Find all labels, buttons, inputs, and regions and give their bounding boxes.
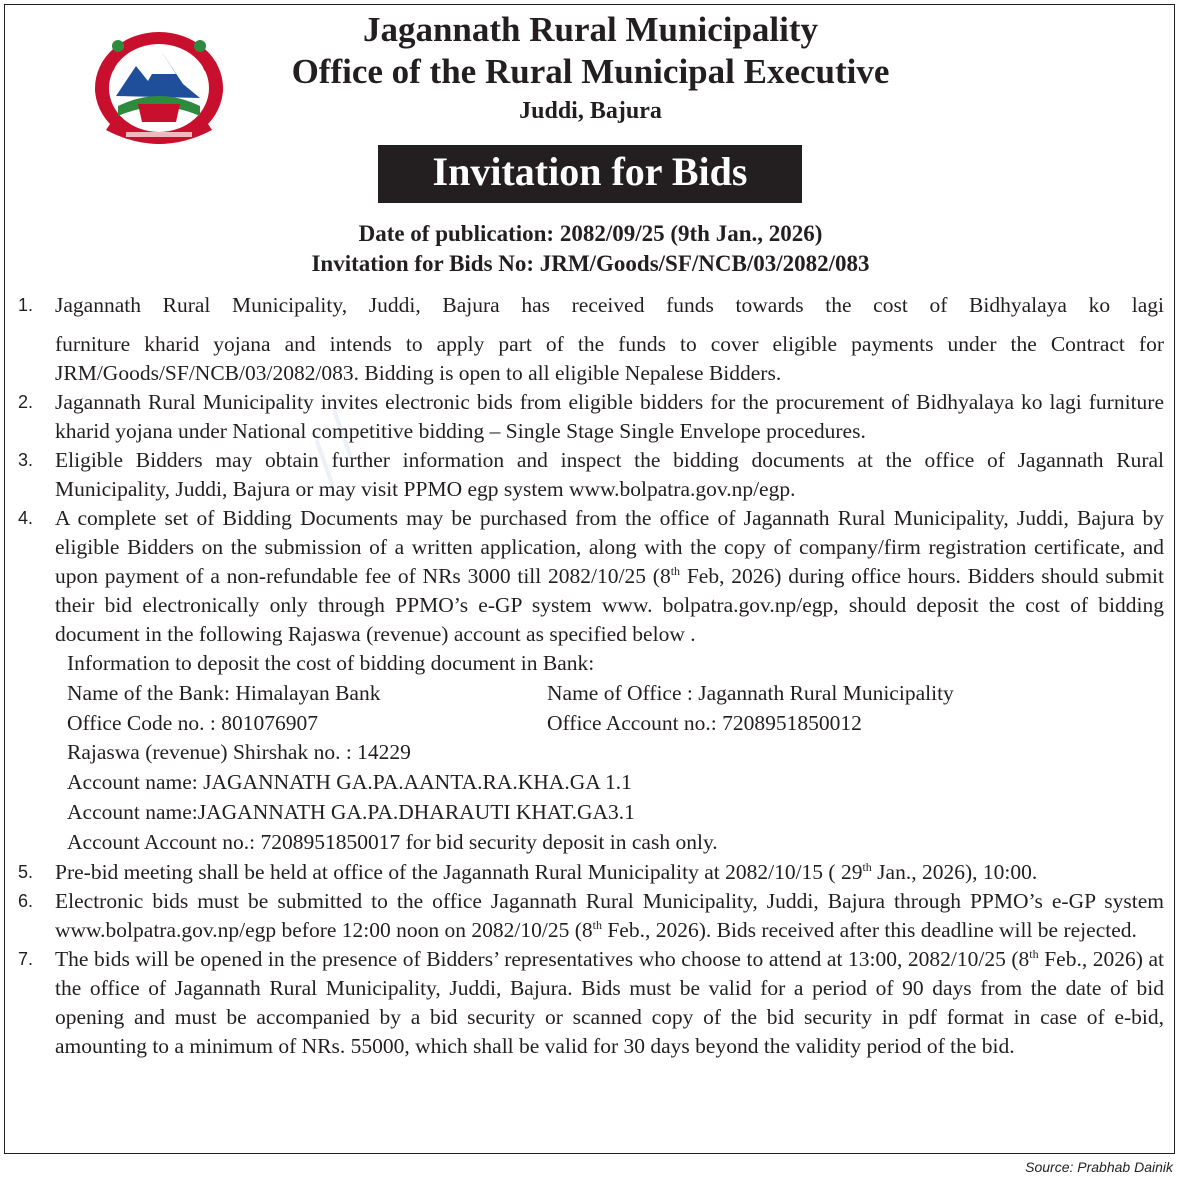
- item-text: Eligible Bidders may obtain further information and inspect the bidding documents at the office of Jagannath Rural Municipality, Juddi, Bajura or may visit PPMO egp system www.bolpatra.gov.np/egp.: [55, 448, 1164, 501]
- page-title-banner: Invitation for Bids: [378, 145, 802, 203]
- item-text-first-line: Jagannath Rural Municipality, Juddi, Bajura has received funds towards the cost of Bidhyalaya ko lagi: [55, 293, 1164, 317]
- office-name-field: Name of Office : Jagannath Rural Municipality: [547, 680, 954, 705]
- list-item: [18, 504, 1164, 649]
- item-text-part: Jan., 2026), 10:00.: [871, 859, 1038, 884]
- item-text: [55, 504, 1164, 649]
- item-text-part: Electronic bids must be submitted to the office Jagannath Rural Municipality, Juddi, Bajura through PPMO’s e-GP system www.bolpatra.gov.np/egp before 12:00 noon on 2082/10/25 (8: [55, 888, 1164, 942]
- source-credit: Source: Prabhab Dainik: [1025, 1159, 1173, 1175]
- item-text-part: Feb., 2026) at the office of Jagannath Rural Municipality, Juddi, Bajura. Bids must be valid for a period of 90 days from the date of bid opening and must be accompanied by a bid security or scanned copy of the bid security in pdf format in case of e-bid, amounting to a minimum of NRs. 55000, which shall be valid for 30 days beyond the validity period of the bid.: [55, 946, 1164, 1058]
- item-number: 2.: [18, 392, 34, 412]
- list-item: [18, 945, 1164, 1061]
- office-location: Juddi, Bajura: [519, 98, 662, 124]
- watermark-decoration: ⟋⟋: [292, 404, 377, 494]
- list-item: [18, 388, 1164, 446]
- publication-date: Date of publication: 2082/09/25 (9th Jan., 2026): [358, 221, 823, 246]
- item-number: 6.: [18, 890, 34, 911]
- bank-intro: Information to deposit the cost of bidding document in Bank:: [67, 651, 595, 675]
- bid-security-account: Account Account no.: 7208951850017 for bid security deposit in cash only.: [67, 829, 718, 854]
- item-text-part: Pre-bid meeting shall be held at office of the Jagannath Rural Municipality at 2082/10/15 ( 29: [55, 859, 863, 884]
- list-item: [18, 858, 1164, 887]
- item-text-part: A complete set of Bidding Documents may be purchased from the office of Jagannath Rural Municipality, Juddi, Bajura by eligible Bidders on the submission of a written application, along with the copy of company/firm registration certificate, and upon payment of a non-refundable fee of NRs 3000 till 2082/10/25 (8: [55, 506, 1164, 588]
- municipality-name: Jagannath Rural Municipality: [362, 10, 819, 49]
- list-item: [18, 887, 1164, 945]
- item-text: [55, 945, 1164, 1061]
- item-text-part: Feb., 2026). Bids received after this deadline will be rejected.: [601, 917, 1137, 942]
- ordinal-suffix: th: [592, 917, 602, 932]
- bank-name: Name of the Bank: Himalayan Bank: [67, 680, 381, 705]
- notice-items: [18, 291, 1164, 1061]
- bank-details: [67, 649, 1164, 858]
- list-item: [18, 446, 1164, 504]
- office-code: Office Code no. : 801076907: [67, 710, 318, 735]
- item-text: [55, 858, 1164, 887]
- item-number: 5.: [18, 861, 34, 882]
- item-number: 1.: [18, 295, 34, 315]
- item-number: 3.: [18, 450, 34, 470]
- bank-row: [67, 709, 1164, 739]
- ordinal-suffix: th: [862, 859, 872, 874]
- account-name-1: Account name: JAGANNATH GA.PA.AANTA.RA.KHA.GA 1.1: [67, 770, 632, 795]
- list-item: [18, 291, 1164, 388]
- item-text: [55, 887, 1164, 945]
- bank-row: [67, 679, 1164, 709]
- office-name: Office of the Rural Municipal Executive: [291, 52, 890, 91]
- ordinal-suffix: th: [1029, 946, 1039, 961]
- account-name-2: Account name:JAGANNATH GA.PA.DHARAUTI KHAT.GA3.1: [67, 799, 635, 824]
- revenue-shirshak: Rajaswa (revenue) Shirshak no. : 14229: [67, 740, 411, 765]
- office-account: Office Account no.: 7208951850012: [547, 710, 862, 735]
- ordinal-suffix: th: [670, 563, 681, 578]
- item-number: 4.: [18, 508, 34, 528]
- ifb-number: Invitation for Bids No: JRM/Goods/SF/NCB/03/2082/083: [311, 251, 870, 276]
- item-text: Jagannath Rural Municipality invites electronic bids from eligible bidders for the procurement of Bidhyalaya ko lagi furniture kharid yojana under National competitive bidding – Single Stage Single Envelope procedures.: [55, 390, 1164, 443]
- item-text-part: Feb, 2026) during office hours. Bidders should submit their bid electronically only through PPMO’s e-GP system www. bolpatra.gov.np/egp, should deposit the cost of bidding document in the following Rajaswa (revenue) account as specified below .: [55, 564, 1164, 646]
- item-text: furniture kharid yojana and intends to apply part of the funds to cover eligible payments under the Contract for JRM/Goods/SF/NCB/03/2082/083. Bidding is open to all eligible Nepalese Bidders.: [55, 332, 1164, 385]
- item-text-part: The bids will be opened in the presence of Bidders’ representatives who choose to attend at 13:00, 2082/10/25 (8: [55, 946, 1030, 971]
- item-number: 7.: [18, 948, 34, 969]
